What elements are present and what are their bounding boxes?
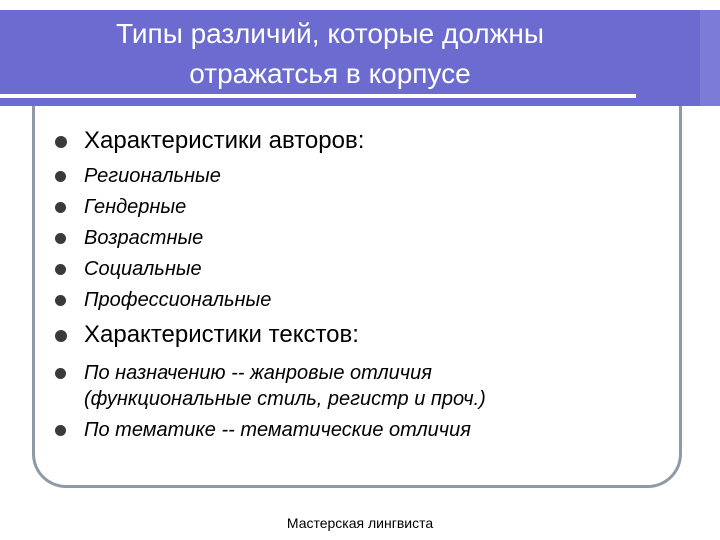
slide-title-line-2: отражатсья в корпусе xyxy=(189,58,471,89)
bullet-icon xyxy=(55,295,66,306)
bullet-icon xyxy=(55,425,66,436)
list-item-label: Возрастные xyxy=(84,227,204,249)
slide-title-line-1: Типы различий, которые должны xyxy=(116,18,544,49)
list-item-label: Региональные xyxy=(84,165,221,187)
bullet-icon xyxy=(55,233,66,244)
list-item xyxy=(52,254,672,285)
section-heading-label: Характеристики текстов: xyxy=(84,321,359,348)
list-item xyxy=(52,192,672,223)
list-item xyxy=(52,417,672,443)
list-item xyxy=(52,285,672,316)
bullet-icon xyxy=(55,136,67,148)
list-item-label: Социальные xyxy=(84,258,202,280)
list-item xyxy=(52,223,672,254)
list-item-label: Профессиональные xyxy=(84,289,272,311)
list-item-label: По назначению -- жанровые отличия (функциональные стиль, регистр и проч.) xyxy=(84,362,486,410)
list-item xyxy=(52,161,672,192)
bullet-list xyxy=(52,126,672,448)
bullet-icon xyxy=(55,202,66,213)
section-heading-authors xyxy=(52,126,672,156)
list-item-label: По тематике -- тематические отличия xyxy=(84,419,471,441)
bullet-icon xyxy=(55,171,66,182)
bullet-icon xyxy=(55,264,66,275)
section-heading-texts xyxy=(52,320,672,350)
list-item xyxy=(52,360,604,412)
section-heading-label: Характеристики авторов: xyxy=(84,127,365,154)
bullet-icon xyxy=(55,330,67,342)
slide-title xyxy=(0,14,660,94)
title-bar-shadow xyxy=(700,10,720,106)
list-item-label: Гендерные xyxy=(84,196,187,218)
title-underline xyxy=(0,94,636,98)
slide-footer xyxy=(0,515,720,531)
footer-label: Мастерская лингвиста xyxy=(286,515,434,531)
bullet-icon xyxy=(55,368,66,379)
